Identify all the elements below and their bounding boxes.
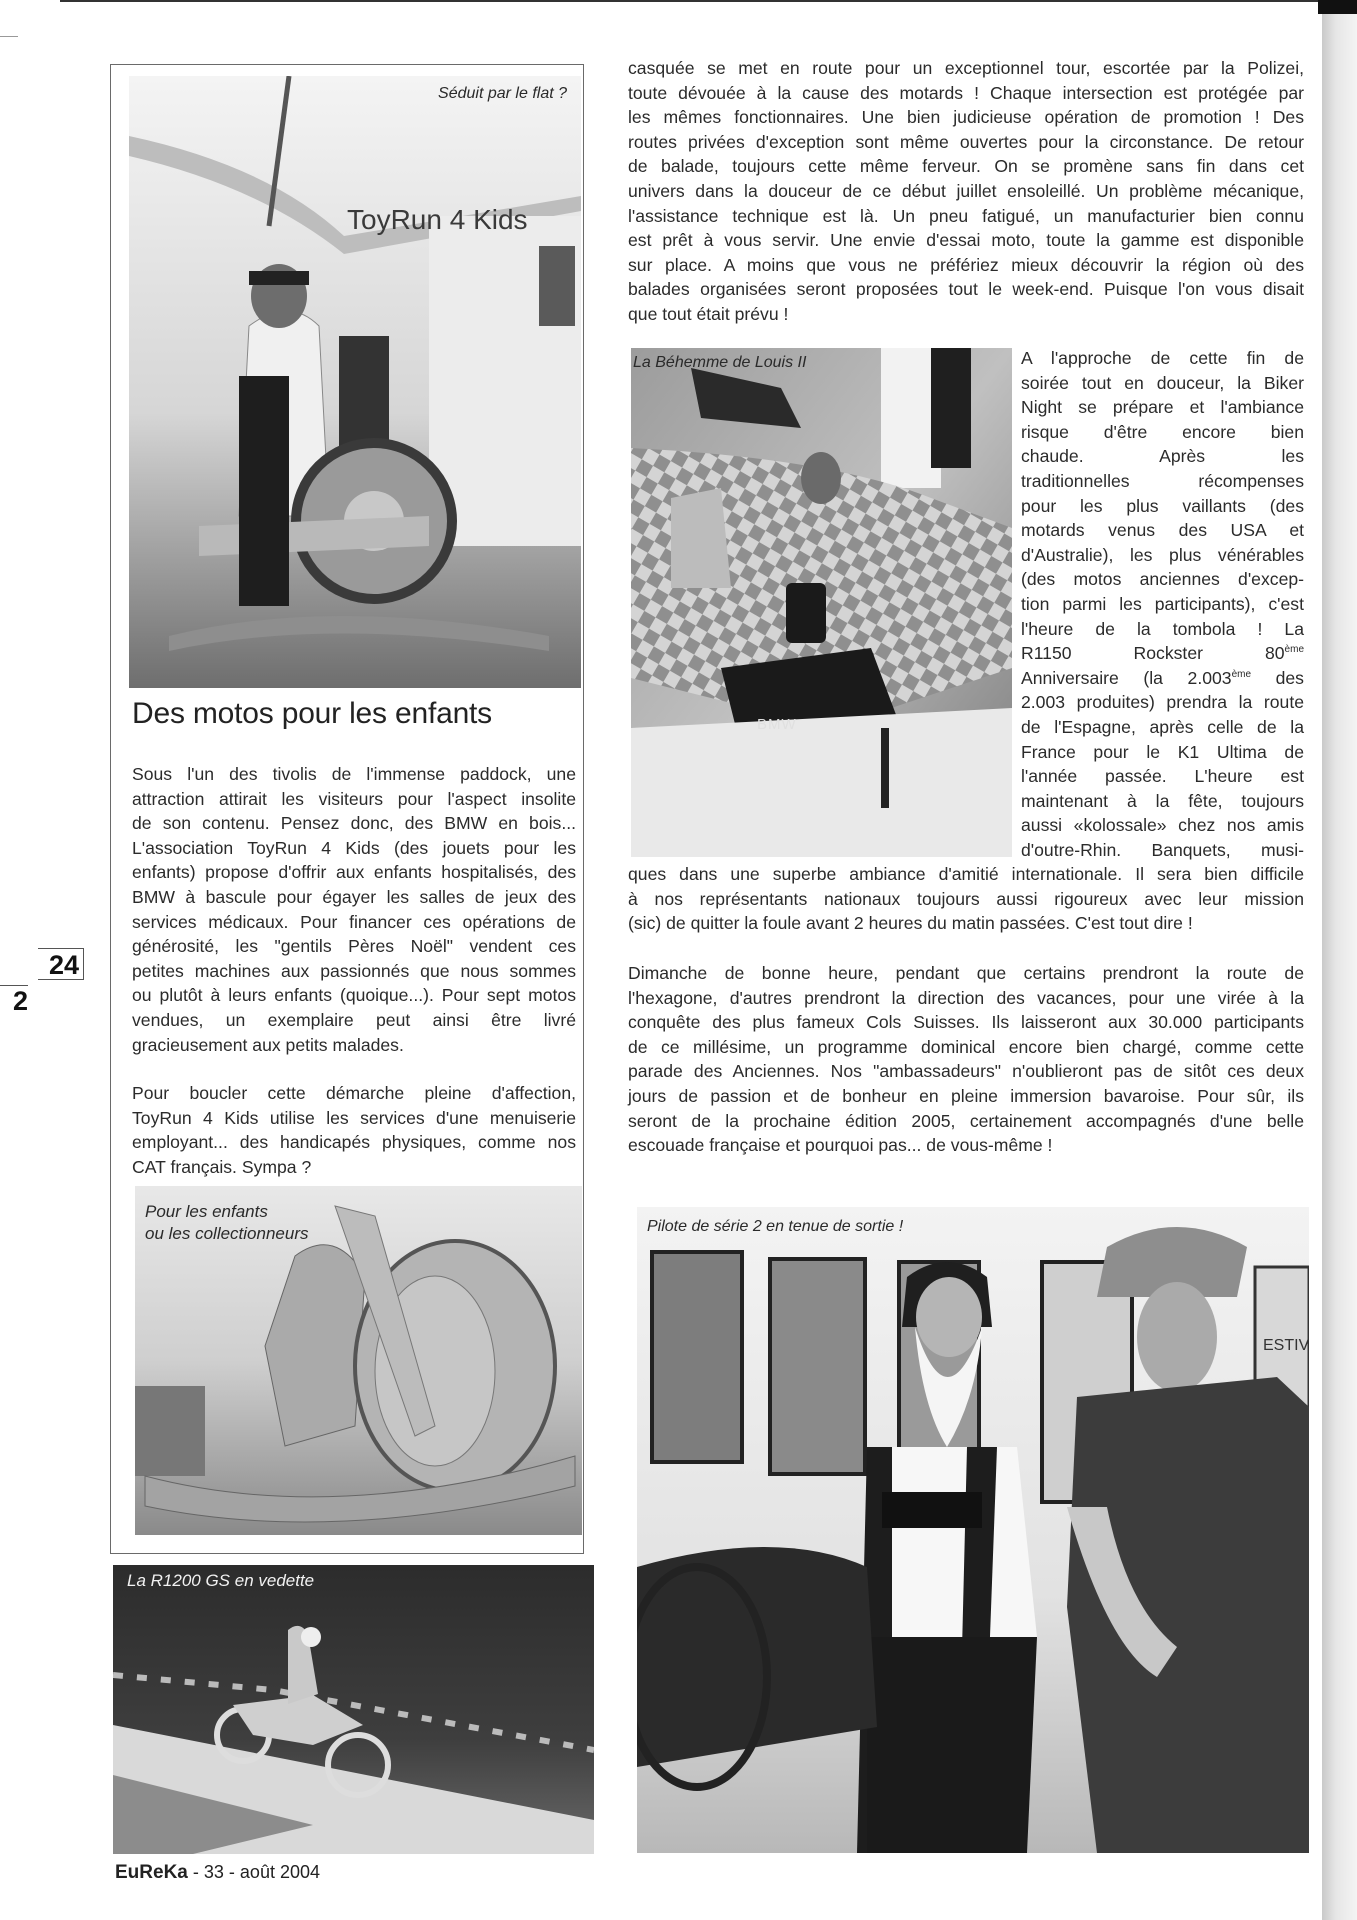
text-line: tion parmi les participants), c'est [1021,593,1304,614]
right-paragraph-1 [628,56,1304,327]
article-heading: Des motos pour les enfants [132,697,492,730]
photo-toyrun-tent-image [129,76,581,688]
text-line: vendues, un exemplaire peut ainsi être livré [132,1009,576,1030]
text-line: conquête des plus fameux Cols Suisses. Ils laisseront aux 30.000 participants [628,1012,1304,1033]
photo-pilote-caption: Pilote de série 2 en tenue de sortie ! [647,1218,904,1235]
left-paragraph-1 [132,762,576,1057]
footer-magazine: EuReKa [115,1862,188,1883]
text-line: routes privées d'exception sont même ouvertes pour la circonstance. De retour [628,131,1304,152]
text-line: enfants) propose d'offrir aux enfants hospitalisés, des [132,862,576,883]
page-tab-current: 24 [38,948,84,980]
text-line: maintenant à la fête, toujours [1021,790,1304,811]
text-line: ques dans une superbe ambiance d'amitié internationale. Il sera bien difficile [628,864,1304,884]
photo-wooden-bike-caption-2: ou les collectionneurs [145,1224,309,1243]
text-line: BMW à bascule pour égayer les salles de jeux des [132,886,576,907]
text-line: de l'Espagne, après celle de la [1021,716,1304,737]
photo-bmw-badge: BMW [757,716,797,733]
page-edge-shadow [1322,0,1357,1920]
photo-louis-ii-caption: La Béhemme de Louis II [633,354,807,371]
text-line: de ce millésime, un programme dominical encore bien chargé, comme cette [628,1036,1304,1057]
text-line: sur place. A moins que vous ne préfériez mieux découvrir la région où des [628,254,1304,275]
photo-toyrun-caption: Séduit par le flat ? [438,85,567,102]
text-line: (sic) de quitter la foule avant 2 heures du matin passées. C'est tout dire ! [628,913,1193,934]
text-line: univers dans la douceur de ce début juillet ensoleillé. Un problème mécanique, [628,180,1304,201]
text-line: les mêmes fonctionnaires. Une bien judicieuse opération de promotion ! Des [628,107,1304,128]
text-line: employant... des handicapés physiques, comme nos [132,1132,576,1153]
text-line: balades organisées seront proposées tout le week-end. Puisque l'on vous disait [628,279,1304,300]
text-line: d'outre-Rhin. Banquets, musi- [1021,839,1304,860]
text-line: Pour boucler cette démarche pleine d'affection, [132,1083,576,1103]
text-line: services médicaux. Pour financer ces opérations de [132,911,576,932]
text-line: traditionnelles récompenses [1021,470,1304,491]
page-footer [115,1862,320,1884]
photo-r1200gs-image [113,1565,594,1854]
text-line: motards venus des USA et [1021,520,1304,541]
text-line: ou plutôt à leurs enfants (quoique...). Pour sept motos [132,985,576,1006]
photo-louis-ii-bike [631,348,1012,857]
text-line: Anniversaire (la 2.003ème des [1021,667,1304,688]
text-line: que tout était prévu ! [628,303,789,324]
text-line: Night se prépare et l'ambiance [1021,397,1304,418]
footer-date: - août 2004 [228,1862,320,1882]
photo-r1200gs [113,1565,594,1854]
text-line: attraction attirait les visiteurs pour l'aspect insolite [132,788,576,809]
text-line: parade des Anciennes. Nos "ambassadeurs" n'oublieront pas de sitôt ces deux [628,1061,1304,1082]
text-line: gracieusement aux petits malades. [132,1034,404,1055]
text-line: R1150 Rockster 80ème [1021,643,1304,664]
text-line: l'assistance technique est là. Un pneu fatigué, un manufacturier bien connu [628,205,1304,226]
top-rule [60,0,1330,2]
text-line: chaude. Après les [1021,446,1304,467]
photo-pilote-serie-2-image [637,1207,1309,1853]
text-line: escouade française et pourquoi pas... de vous-même ! [628,1135,1053,1156]
text-line: seront de la prochaine édition 2005, certainement accompagnés d'une belle [628,1110,1304,1131]
photo-wooden-bike-caption-1: Pour les enfants [145,1202,268,1221]
page-tab-partial: 2 [0,985,28,1016]
text-line: générosité, les "gentils Pères Noël" vendent ces [132,936,576,957]
right-wrap-paragraph [1021,346,1304,862]
text-line: casquée se met en route pour un exceptionnel tour, escortée par la Polizei, [628,58,1304,78]
photo-toyrun-tent [129,76,581,688]
text-line: CAT français. Sympa ? [132,1156,312,1177]
text-line: est prêt à vous servir. Une envie d'essai moto, toute la gamme est disponible [628,230,1304,251]
text-line: L'association ToyRun 4 Kids (des jouets pour les [132,837,576,858]
superscript: ème [1231,668,1252,680]
poster-text: ESTIV [1263,1337,1309,1354]
text-line: (des motos anciennes d'excep- [1021,569,1304,590]
text-line: aussi «kolossale» chez nos amis [1021,815,1304,836]
text-line: l'hexagone, d'autres prendront la direction des vacances, pour une virée à la [628,987,1304,1008]
photo-louis-ii-bike-image [631,348,1012,857]
text-line: France pour le K1 Ultima de [1021,741,1304,762]
photo-pilote-serie-2 [637,1207,1309,1853]
text-line: risque d'être encore bien [1021,421,1304,442]
superscript: ème [1284,644,1304,656]
text-line: à nos représentants nationaux toujours aussi rigoureux avec leur mission [628,888,1304,909]
right-paragraph-3 [628,961,1304,1158]
left-paragraph-2 [132,1081,576,1179]
text-line: ToyRun 4 Kids utilise les services d'une menuiserie [132,1107,576,1128]
text-line: pour les plus vaillants (des [1021,495,1304,516]
text-line: A l'approche de cette fin de [1021,348,1304,368]
margin-tick [0,36,18,37]
photo-wooden-bike [135,1186,582,1535]
toyrun-sign: ToyRun 4 Kids [347,204,528,235]
text-line: petites machines aux passionnés que nous sommes [132,960,576,981]
text-line: Dimanche de bonne heure, pendant que certains prendront la route de [628,963,1304,983]
text-line: de balade, toujours cette même ferveur. On se promène sans fin dans cet [628,156,1304,177]
text-line: Sous l'un des tivolis de l'immense paddock, une [132,764,576,784]
text-line: 2.003 produites) prendra la route [1021,692,1304,713]
text-line: toute dévouée à la cause des motards ! Chaque intersection est protégée par [628,82,1304,103]
right-paragraph-2-cont [628,862,1304,936]
text-line: d'Australie), les plus vénérables [1021,544,1304,565]
page-corner [1318,0,1357,14]
text-line: l'heure de la tombola ! La [1021,618,1304,639]
text-line: de son contenu. Pensez donc, des BMW en bois... [132,813,576,834]
text-line: soirée tout en douceur, la Biker [1021,372,1304,393]
text-line: jours de passion et de bonheur en pleine immersion bavaroise. Pour sûr, ils [628,1085,1304,1106]
text-line: l'année passée. L'heure est [1021,766,1304,787]
photo-r1200gs-caption: La R1200 GS en vedette [127,1571,315,1590]
footer-issue: - 33 [192,1862,224,1882]
